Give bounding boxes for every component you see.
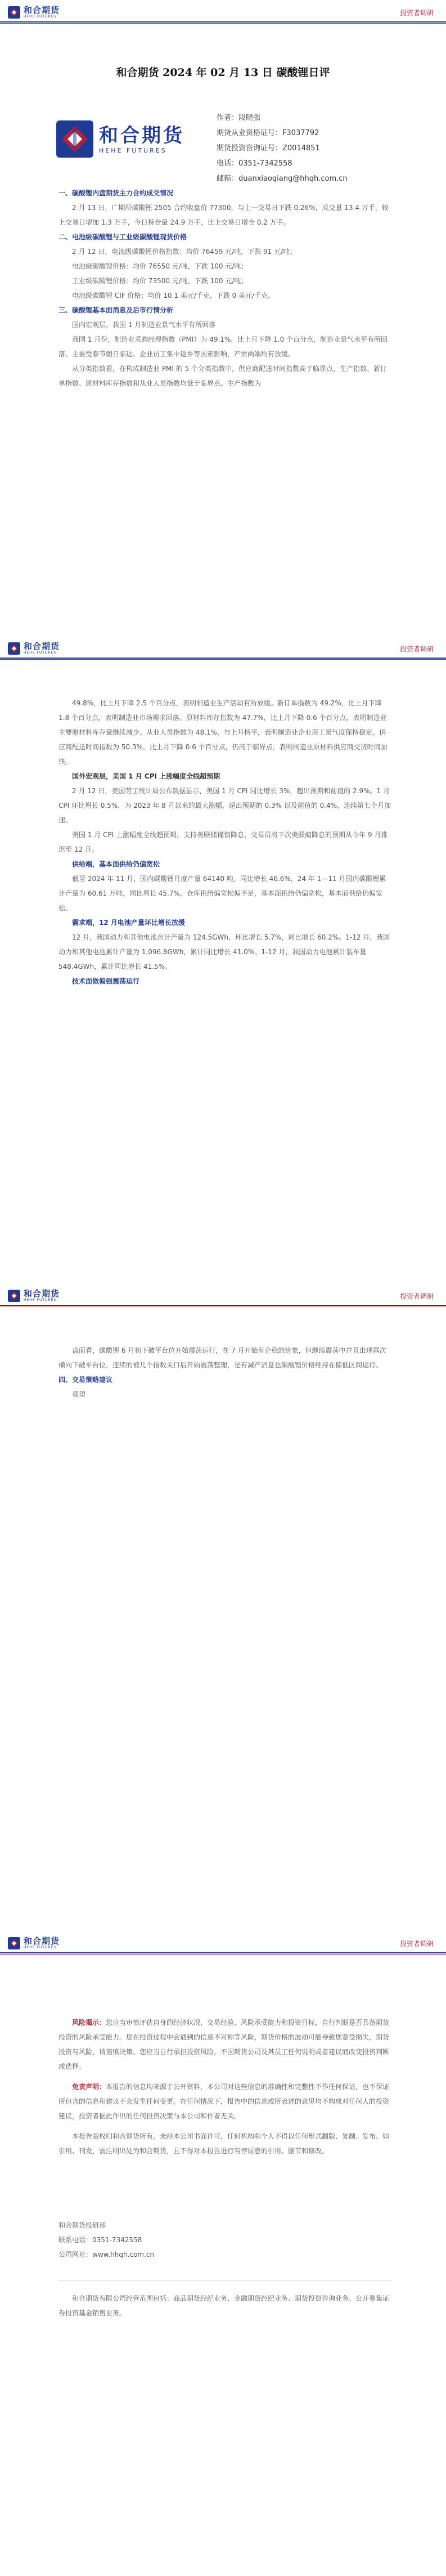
section-heading: 一、碳酸锂内盘期货主力合约成交情况	[58, 189, 174, 197]
body-paragraph: 12 月，我国动力和其他电池合计产量为 124.5GWh，环比增长 5.7%，同比增长 60.2%。1-12 月，我国动力和其他电池累计产量为 1,096.8GWh，累计同比增长 41.0%。1-12 月，我国动力电池累计装车量 548.4GWh，累计同比增长 41.5%。	[58, 933, 390, 971]
author-block	[217, 110, 348, 186]
body-paragraph: 国内宏观层，我国 1 月制造业景气水平有所回落	[72, 321, 216, 329]
page2-content	[58, 696, 391, 989]
page1-content	[58, 186, 391, 391]
disclaimer-text: 本报告的信息均来源于公开资料，本公司对这些信息的准确性和完整性不作任何保证，也不保证所包含的信息和建议不会发生任何变更。在任何情况下，报告中的信息或所表述的意见均不构成对任何人的投资建议，投资者据此作出的任何投资决策与本公司和作者无关。	[58, 2083, 390, 2120]
topic-heading: 技术面做偏强震荡运行	[72, 977, 140, 985]
header-right-label: 投资者调研	[399, 645, 434, 653]
header-rule	[0, 21, 446, 23]
page-header	[0, 1931, 446, 1956]
header-brand-cn: 和合期货	[24, 1289, 60, 1299]
header-rule	[0, 658, 446, 659]
report-brand-en: HEHE FUTURES	[99, 146, 167, 154]
body-paragraph: 盘面看，碳酸锂 6 月初下破平台位开始震荡运行，在 7 月开始有企稳的迹象，但继续震荡中并且出现再次横向下破平台位，连续的被几个指数关口后开始震荡整理，是有减产消息也碳酸锂价格维持在偏低区间运行。	[58, 1347, 386, 1369]
section-heading: 二、电池级碳酸锂与工业级碳酸锂现货价格	[58, 233, 187, 241]
topic-heading: 需求端，12 月电池产量环比增长放缓	[72, 919, 185, 927]
header-brand-en: HEHE FUTURES	[24, 1298, 57, 1302]
header-rule-accent	[0, 1954, 446, 1955]
qualification-1: 期货从业资格证号：F3037792	[217, 129, 319, 137]
disclaimer-paragraph	[58, 2079, 391, 2123]
company-paragraph: 和合期货有限公司经营范围包括：商品期货经纪业务、金融期货经纪业务、期货投资咨询业务。公开募集证券投资基金销售业务。	[58, 2295, 390, 2317]
section-heading: 四、交易策略建议	[58, 1376, 113, 1384]
hehe-logo-icon	[8, 6, 20, 19]
header-logo	[8, 1289, 60, 1303]
disclaimer-block	[58, 2015, 391, 2164]
copyright-paragraph: 本报告版权归和合期货所有，未经本公司书面许可，任何机构和个人不得以任何形式翻版、复制、发布。如引用、刊发，需注明出处为和合期货，且不得对本报告进行有悖原意的引用、删节和修改。	[58, 2132, 390, 2155]
header-logo	[8, 1937, 60, 1950]
body-paragraph: 电池级碳酸锂 CIF 价格：均价 10.1 美元/千克，下跌 0 美元/千克。	[72, 292, 275, 299]
section-heading: 三、碳酸锂基本面消息及后市行情分析	[58, 306, 174, 314]
header-brand-cn: 和合期货	[24, 5, 60, 15]
body-paragraph: 美国 1 月 CPI 上涨幅度全线超预期，支持美联储谨慎降息，交易员将下次美联储降息的预期从今年 9 月推迟至 12 月。	[58, 831, 388, 853]
contact-site[interactable]: 公司网址：www.hhqh.com.cn	[58, 2251, 155, 2259]
header-brand-cn: 和合期货	[24, 641, 60, 651]
report-logo	[56, 120, 184, 158]
risk-paragraph	[58, 2015, 391, 2074]
header-right-label: 投资者调研	[399, 1940, 434, 1948]
topic-heading: 供给端，基本面供给仍偏宽松	[72, 860, 160, 868]
header-brand-cn: 和合期货	[24, 1936, 60, 1946]
page-2	[0, 636, 446, 1283]
subheading: 国外宏观层，美国 1 月 CPI 上涨幅度全线超预期	[72, 772, 220, 780]
header-logo	[8, 6, 60, 19]
header-brand-en: HEHE FUTURES	[24, 1946, 57, 1949]
hehe-logo-icon	[8, 1937, 20, 1949]
body-paragraph: 工业级碳酸锂价格：均价 73500 元/吨，下跌 100 元/吨；	[72, 277, 248, 285]
header-rule	[0, 1952, 446, 1953]
header-brand-en: HEHE FUTURES	[24, 15, 57, 19]
body-paragraph: 电池级碳酸锂价格：均价 76550 元/吨，下跌 100 元/吨；	[72, 262, 248, 270]
author-phone: 电话：0351-7342558	[217, 159, 292, 168]
header-rule-accent	[0, 23, 446, 24]
header-right-label: 投资者调研	[399, 9, 434, 17]
risk-label: 风险揭示：	[72, 2019, 106, 2027]
author-name: 作者：段晓强	[217, 114, 261, 122]
header-logo	[8, 642, 60, 655]
hehe-logo-icon	[8, 642, 20, 655]
page-3	[0, 1283, 446, 1931]
page3-content	[58, 1343, 391, 1402]
company-block	[58, 2291, 391, 2326]
header-rule	[0, 1305, 446, 1306]
header-brand-en: HEHE FUTURES	[24, 651, 57, 655]
author-email[interactable]: 邮箱：duanxiaoqiang@hhqh.com.cn	[217, 175, 348, 183]
page-header	[0, 1283, 446, 1308]
body-paragraph: 我国 1 月份，制造业采购经理指数（PMI）为 49.1%，比上月下降 1.0 个百分点，制造业景气水平有所回落。主要受春节假日临近、企业员工集中返乡等因素影响，产需两端均有放缓。	[58, 336, 388, 358]
hehe-big-logo-icon	[56, 120, 93, 158]
risk-text: 您应当审慎评估自身的经济状况、交易经验、风险承受能力和投资目标，自行判断是否具备期货投资的风险承受能力。您在投资过程中会遇到的信息不对称等风险，期货价格的波动可能导致您蒙受损失，期货投资有风险，请谨慎决策。您应当自行承担投资风险，不因期货公司及其员工任何说明或者建议而改变投资判断或选择。	[58, 2019, 390, 2070]
contact-dept: 和合期货投研部	[58, 2221, 106, 2229]
report-brand-cn: 和合期货	[99, 124, 184, 147]
body-paragraph: 观望	[72, 1390, 86, 1398]
body-paragraph: 2 月 12 日，美国劳工统计局公布数据显示，美国 1 月 CPI 同比增长 3%，超出预期和前值的 2.9%。1 月 CPI 环比增长 0.5%，为 2023 年 8 月以来的最大涨幅，超出预期的 0.3% 以及前值的 0.4%，连续第七个月加速。	[58, 787, 391, 824]
contact-block	[58, 2218, 154, 2262]
header-rule-accent	[0, 659, 446, 660]
body-paragraph: 49.8%，比上月下降 2.5 个百分点，表明制造业生产活动有所放缓。新订单指数为 49.2%，比上月下降 1.8 个百分点，表明制造业市场需求回落。原材料库存指数为 47.7%，比上月下降 0.6 个百分点，表明制造业主要原材料库存量继续减少。从业人员指数为 48.1%，与上月持平，表明制造业企业用工景气度保持稳定。供应商配送时间指数为 50.3%，比上月下降 0.6 个百分点，仍高于临界点，表明制造业原材料供应商交货时间加快。	[58, 699, 388, 766]
contact-phone: 联系电话：0351-7342558	[58, 2236, 142, 2244]
page-header	[0, 636, 446, 661]
page-1	[0, 0, 446, 636]
disclaimer-label: 免责声明：	[72, 2083, 106, 2091]
body-paragraph: 2 月 13 日，广期所碳酸锂 2505 合约收盘价 77300，与上一交易日下跌 0.26%，成交量 13.4 万手，较上交易日增加 1.3 万手，今日持仓量 24.9 万手，比上交易日增仓 0.2 万手。	[58, 204, 389, 226]
report-title: 和合期货 2024 年 02 月 13 日 碳酸锂日评	[116, 66, 330, 79]
body-paragraph: 2 月 12 日，电池级碳酸锂价格指数：均价 76459 元/吨，下跌 91 元/吨；	[72, 248, 297, 256]
body-paragraph: 截至 2024 年 11 月，国内碳酸锂月度产量 64140 吨，同比增长 46.6%，24 年 1—11 月国内碳酸锂累计产量为 60.61 万吨，同比增长 45.7%，仓库供给偏宽松偏不足，基本面供给仍偏宽松，基本面供给仍偏宽松。	[58, 875, 386, 912]
hehe-logo-icon	[8, 1290, 20, 1302]
page-4	[0, 1931, 446, 2576]
header-right-label: 投资者调研	[399, 1293, 434, 1300]
page-header	[0, 0, 446, 25]
qualification-2: 期货投资咨询证号：Z0014851	[217, 144, 320, 153]
body-paragraph: 从分类指数看，在构成制造业 PMI 的 5 个分类指数中，供应商配送时间指数高于临界点，生产指数、新订单指数、原材料库存指数和从业人员指数均低于临界点。生产指数为	[58, 365, 388, 387]
